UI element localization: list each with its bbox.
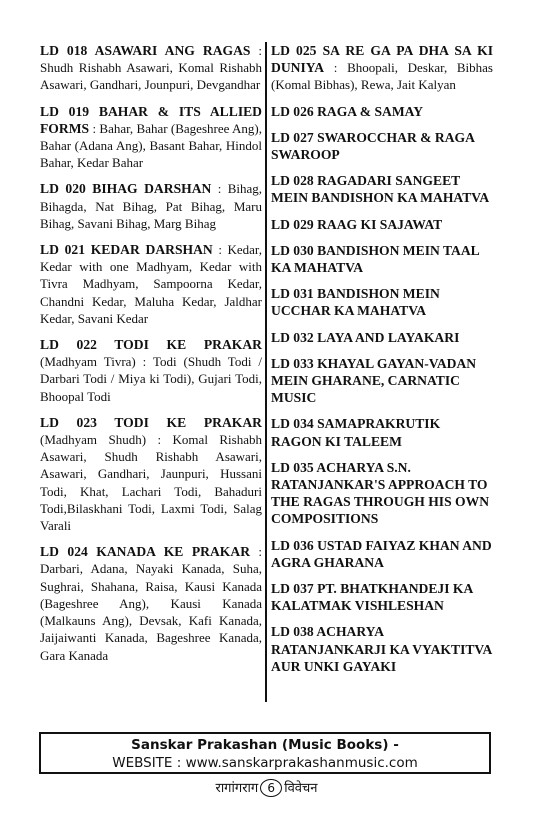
entry-title: LD 021 KEDAR DARSHAN [40,242,213,258]
page-footer-right-text: विवेचन [284,781,318,796]
catalog-entry [271,172,493,206]
catalog-entry [271,242,493,276]
catalog-entry [40,241,262,327]
catalog-entry [271,329,493,346]
entry-title: LD 025 SA RE GA PA DHA SA KI DUNIYA [271,43,493,76]
catalog-entry [40,543,262,663]
entry-separator: : [212,242,228,258]
entry-title: LD 034 SAMAPRAKRUTIK RAGON KI TALEEM [271,416,441,449]
catalog-entry [40,180,262,232]
entry-title: LD 033 KHAYAL GAYAN-VADAN MEIN GHARANE, CARNATIC MUSIC [271,355,477,406]
catalog-entry [271,355,493,407]
catalog-entry [40,414,262,534]
entry-title: LD 023 TODI KE PRAKAR [40,414,262,430]
entry-description: Darbari, Adana, Nayaki Kanada, Suha, Sughrai, Shahana, Raisa, Kausi Kanada (Bageshree Ang), Kausi Kanada (Malkauns Ang), Devsak, Kafi Kanada, Jaijaiwanti Kanada, Bageshree Kanada, Gara Kanada [40,561,262,663]
left-column [40,42,262,673]
entry-title: LD 032 LAYA AND LAYAKARI [271,329,460,345]
column-divider [265,42,267,702]
entry-title: LD 036 USTAD FAIYAZ KHAN AND AGRA GHARANA [271,537,492,570]
entry-title: LD 026 RAGA & SAMAY [271,103,424,119]
entry-title: LD 018 ASAWARI ANG RAGAS [40,43,251,58]
entry-description: Kedar, Kedar with one Madhyam, Kedar with Tivra Madhyam, Sampoorna Kedar, Chandni Kedar, Maluha Kedar, Jaldhar Kedar, Savani Kedar [40,242,262,326]
entry-separator: : [324,60,348,76]
entry-description: Bhoopali, Deskar, Bibhas (Komal Bibhas), Rewa, Jait Kalyan [271,60,493,93]
publisher-box [39,732,491,774]
entry-description: Bahar, Bahar (Bageshree Ang), Bahar (Adana Ang), Basant Bahar, Hindol Bahar, Kedar Bahar [40,120,262,171]
catalog-entry [271,103,493,120]
entry-title: LD 035 ACHARYA S.N. RATANJANKAR'S APPROACH TO THE RAGAS THROUGH HIS OWN COMPOSITIONS [271,459,490,527]
entry-title: LD 031 BANDISHON MEIN UCCHAR KA MAHATVA [271,286,440,319]
catalog-entry [271,415,493,449]
catalog-entry [271,42,493,94]
catalog-entry [271,285,493,319]
page-number: 6 [260,779,282,797]
page-footer [0,778,533,797]
entry-separator: : [250,544,262,560]
entry-title: LD 027 SWAROCCHAR & RAGA SWAROOP [271,129,475,163]
entry-title: LD 028 RAGADARI SANGEET MEIN BANDISHON KA MAHATVA [271,173,490,206]
catalog-entry [271,216,493,233]
entry-title: LD 022 TODI KE PRAKAR [40,337,262,353]
catalog-entry [271,459,493,528]
catalog-entry [40,103,262,172]
entry-separator: : [211,181,228,197]
page-footer-left-text: रागांगराग [215,781,259,796]
entry-title: LD 029 RAAG KI SAJAWAT [271,216,443,232]
website-line: WEBSITE : www.sanskarprakashanmusic.com [112,755,418,771]
catalog-entry [40,336,262,405]
right-column [271,42,493,684]
catalog-entry [271,129,493,163]
entry-title: LD 038 ACHARYA RATANJANKARJI KA VYAKTITVA AUR UNKI GAYAKI [271,624,492,674]
entry-separator: : [89,120,100,136]
entry-separator: : [250,43,262,58]
entry-title: LD 037 PT. BHATKHANDEJI KA KALATMAK VISHLESHAN [271,581,473,614]
entry-description: Bihag, Bihagda, Nat Bihag, Pat Bihag, Maru Bihag, Savani Bihag, Marg Bihag [40,181,262,231]
publisher-name: Sanskar Prakashan (Music Books) - [131,737,399,753]
entry-title: LD 020 BIHAG DARSHAN [40,181,212,197]
catalog-entry [271,580,493,614]
entry-description: Shudh Rishabh Asawari, Komal Rishabh Asawari, Gandhari, Jounpuri, Devgandhar [40,60,262,93]
entry-title: LD 024 KANADA KE PRAKAR [40,544,251,560]
entry-title: LD 030 BANDISHON MEIN TAAL KA MAHATVA [271,242,479,276]
catalog-entry [271,537,493,571]
entry-description: (Madhyam Shudh) : Komal Rishabh Asawari, Shudh Rishabh Asawari, Asawari, Gandhari, Jaunpuri, Hussani Todi, Khat, Lachari Todi, Bahaduri Todi,Bilaskhani Todi, Laxmi Todi, Salag Varali [40,432,262,534]
entry-description: (Madhyam Tivra) : Todi (Shudh Todi / Darbari Todi / Miya ki Todi), Gujari Todi, Bhoopal Todi [40,354,262,404]
entry-title: LD 019 BAHAR & ITS ALLIED FORMS [40,103,262,136]
catalog-entry [271,623,493,675]
catalog-entry [40,42,262,94]
